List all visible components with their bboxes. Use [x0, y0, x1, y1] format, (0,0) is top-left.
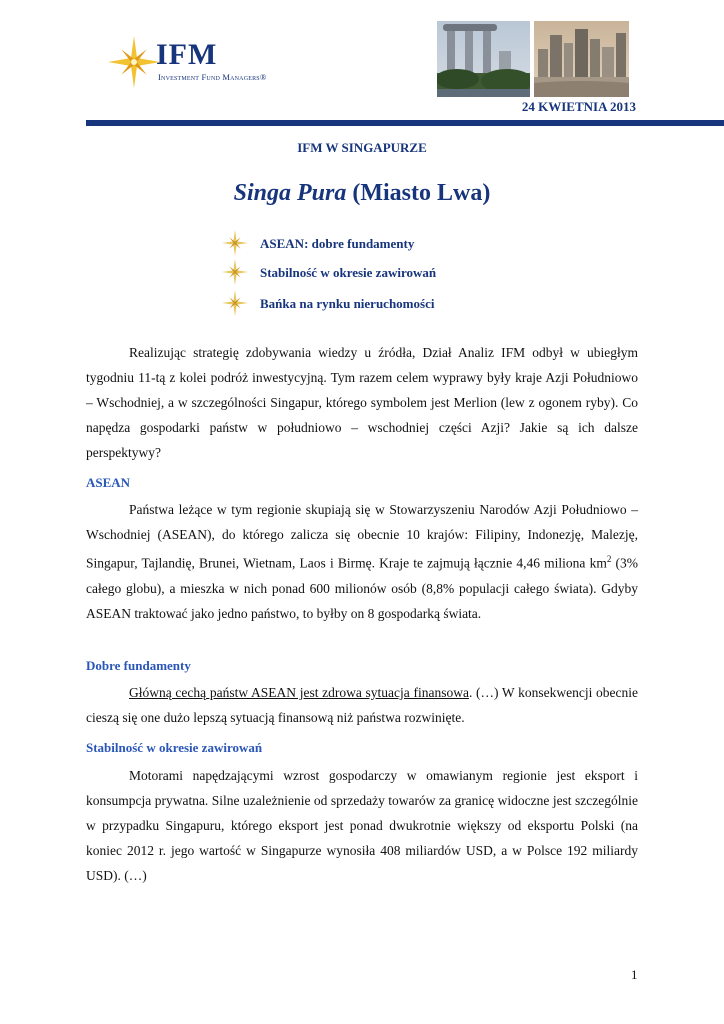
asean-paragraph	[86, 497, 638, 626]
page-number: 1	[631, 967, 638, 982]
sparkle-star-icon	[222, 259, 248, 285]
fundamenty-rest: . (…) W konsekwencji obecnie cieszą się one dużo lepszą sytuacją finansową niż państwa rozwinięte.	[86, 685, 638, 725]
bullet-label: Stabilność w okresie zawirowań	[260, 265, 437, 280]
section-title: IFM W SINGAPURZE	[297, 140, 427, 155]
asean-text-2: (3% całego globu), a mieszka w nich ponad 600 milionów osób (8,8% populacji całego świata). Gdyby ASEAN traktować jako jedno państwo, to byłby on 8 gospodarką świata.	[86, 555, 638, 621]
stabilnosc-heading: Stabilność w okresie zawirowań	[86, 740, 263, 755]
title-italic: Singa Pura	[233, 180, 347, 206]
page-title	[0, 180, 724, 207]
intro-paragraph: Realizując strategię zdobywania wiedzy u źródła, Dział Analiz IFM odbył w ubiegłym tygodniu 11-tą z kolei podróż inwestycyjną. Tym razem celem wyprawy były kraje Azji Południowo – Wschodniej, a w szczególności Singapur, którego symbolem jest Merlion (lew z ogonem ryby). Co napędza gospodarki państw w południowo – wschodniej części Azji? Jakie są ich dalsze perspektywy?	[86, 345, 638, 460]
bullet-label: Bańka na rynku nieruchomości	[260, 296, 435, 311]
marina-bay-photo	[437, 21, 530, 97]
asean-sup: 2	[606, 554, 612, 564]
compass-star-icon	[108, 36, 160, 88]
bullet-label: ASEAN: dobre fundamenty	[260, 236, 415, 251]
asean-heading: ASEAN	[86, 475, 131, 490]
asean-text-1: Państwa leżące w tym regionie skupiają się w Stowarzyszeniu Narodów Azji Południowo – Wschodniej (ASEAN), do którego zalicza się obecnie 10 krajów: Filipiny, Indonezję, Malezję, Singapur, Tajlandię, Brunei, Wietnam, Laos i Birmę. Kraje te zajmują łącznie 4,46 miliona km	[86, 502, 638, 571]
report-date: 24 KWIETNIA 2013	[521, 99, 636, 114]
logo-subtitle: Investment Fund Managers®	[158, 72, 267, 82]
logo-name: IFM	[156, 38, 218, 71]
header-divider	[86, 120, 724, 126]
fundamenty-heading: Dobre fundamenty	[86, 658, 191, 673]
singapore-skyline-photo	[534, 21, 629, 97]
fundamenty-underlined: Główną cechą państw ASEAN jest zdrowa sytuacja finansowa	[129, 685, 469, 700]
sparkle-star-icon	[222, 230, 248, 256]
stabilnosc-paragraph: Motorami napędzającymi wzrost gospodarczy w omawianym regionie jest eksport i konsumpcja prywatna. Silne uzależnienie od sprzedaży towarów za granicę widoczne jest szczególnie w przypadku Singapuru, którego eksport jest ponad dwukrotnie większy od eksportu Polski (na koniec 2012 r. jego wartość w Singapurze wynosiła 408 miliardów USD, a w Polsce 192 miliardy USD). (…)	[86, 768, 638, 883]
title-rest: (Miasto Lwa)	[346, 180, 491, 206]
ifm-logo	[108, 36, 308, 86]
fundamenty-paragraph	[86, 680, 638, 730]
sparkle-star-icon	[222, 290, 248, 316]
